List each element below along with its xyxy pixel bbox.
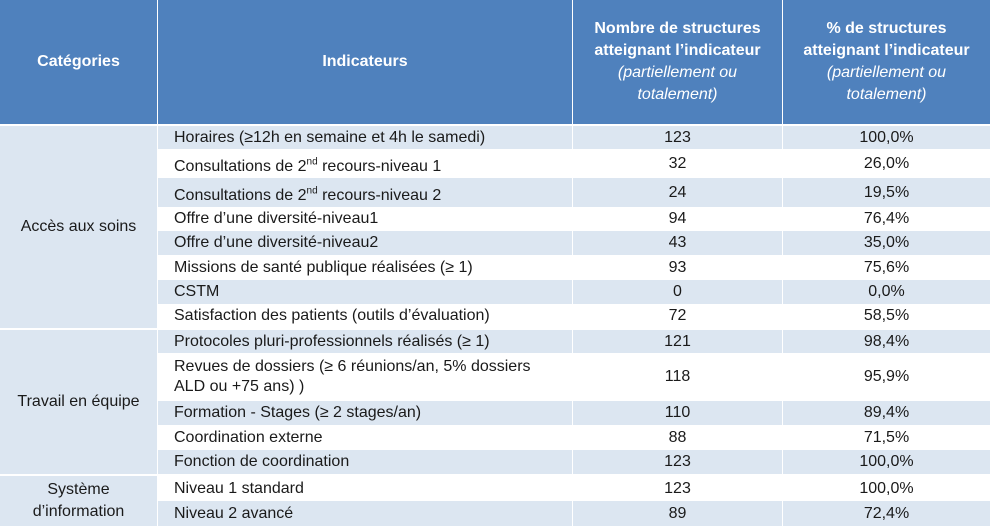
count-cell (573, 280, 782, 304)
indicator-label: Protocoles pluri-professionnels réalisés (≥ 1) (174, 332, 490, 350)
percent-cell (783, 330, 990, 353)
indicator-label: Missions de santé publique réalisées (≥ 1) (174, 258, 473, 276)
indicator-cell (158, 401, 572, 425)
percent-value: 98,4% (863, 332, 910, 350)
indicator-cell (158, 231, 572, 255)
percent-cell (783, 207, 990, 231)
count-cell (573, 126, 782, 149)
header-separator (0, 124, 990, 126)
category-label: Accès aux soins (20, 218, 137, 235)
count-value: 123 (664, 128, 691, 146)
column-divider (157, 0, 158, 526)
category-travail-en-equipe (0, 330, 157, 474)
percent-value: 71,5% (863, 428, 910, 446)
header-indicators (158, 0, 572, 124)
count-value: 123 (664, 479, 691, 497)
count-cell (573, 207, 782, 231)
percent-cell (783, 255, 990, 280)
header-percent-title: % de structures atteignant l’indicateur (803, 20, 970, 59)
header-percent (783, 0, 990, 124)
percent-cell (783, 353, 990, 401)
indicator-cell (158, 280, 572, 304)
percent-cell (783, 425, 990, 450)
indicator-cell (158, 304, 572, 328)
indicator-cell (158, 450, 572, 474)
count-value: 43 (668, 234, 687, 251)
count-cell (573, 149, 782, 178)
indicator-label: Consultations de 2nd recours-niveau 2 (174, 185, 442, 204)
count-cell (573, 178, 782, 207)
count-cell (573, 450, 782, 474)
count-value: 110 (664, 404, 691, 421)
percent-value: 100,0% (859, 453, 914, 470)
header-count-subtitle: (partiellement ou totalement) (617, 64, 738, 103)
indicator-label: Formation - Stages (≥ 2 stages/an) (174, 404, 422, 421)
count-cell (573, 425, 782, 450)
count-cell (573, 330, 782, 353)
column-divider (782, 0, 783, 526)
percent-value: 76,4% (863, 210, 910, 227)
count-cell (573, 476, 782, 501)
group-separator (0, 474, 990, 476)
count-value: 89 (668, 504, 687, 522)
count-value: 72 (668, 307, 687, 324)
percent-value: 58,5% (863, 307, 910, 324)
category-acces-aux-soins (0, 126, 157, 328)
category-label: Travail en équipe (17, 393, 140, 410)
indicator-cell (158, 330, 572, 353)
column-divider (572, 0, 573, 526)
count-value: 123 (664, 453, 691, 470)
indicator-cell (158, 149, 572, 178)
indicator-label: Revues de dossiers (≥ 6 réunions/an, 5% dossiers ALD ou +75 ans) ) (174, 358, 531, 395)
category-label: Système d’information (32, 481, 125, 520)
percent-value: 100,0% (859, 479, 914, 497)
count-cell (573, 501, 782, 526)
header-count-title: Nombre de structures atteignant l’indicateur (594, 20, 761, 59)
count-cell (573, 231, 782, 255)
percent-value: 35,0% (863, 234, 910, 251)
percent-cell (783, 304, 990, 328)
indicator-cell (158, 255, 572, 280)
percent-cell (783, 476, 990, 501)
percent-cell (783, 501, 990, 526)
header-categories-label: Catégories (37, 53, 120, 70)
indicator-label: CSTM (174, 283, 220, 300)
category-systeme-information (0, 476, 157, 526)
percent-value: 100,0% (859, 128, 914, 146)
percent-cell (783, 149, 990, 178)
indicator-label: Satisfaction des patients (outils d’évaluation) (174, 307, 490, 324)
count-value: 121 (664, 332, 691, 350)
percent-cell (783, 178, 990, 207)
indicator-label: Niveau 2 avancé (174, 504, 294, 522)
group-separator (0, 328, 990, 330)
indicator-label: Offre d’une diversité-niveau2 (174, 234, 379, 251)
percent-value: 95,9% (863, 368, 910, 385)
percent-value: 0,0% (868, 283, 905, 300)
indicator-label: Coordination externe (174, 428, 323, 446)
count-value: 88 (668, 428, 687, 446)
count-value: 24 (668, 183, 687, 201)
count-value: 32 (668, 154, 687, 172)
count-value: 0 (673, 283, 682, 300)
count-value: 118 (664, 368, 691, 385)
percent-cell (783, 126, 990, 149)
percent-value: 19,5% (863, 183, 910, 201)
indicator-cell (158, 178, 572, 207)
percent-value: 89,4% (863, 404, 910, 421)
indicator-label: Fonction de coordination (174, 453, 350, 470)
percent-cell (783, 280, 990, 304)
indicator-cell (158, 126, 572, 149)
count-cell (573, 353, 782, 401)
count-value: 94 (668, 210, 687, 227)
percent-cell (783, 231, 990, 255)
percent-value: 26,0% (863, 154, 910, 172)
indicator-cell (158, 501, 572, 526)
header-indicators-label: Indicateurs (322, 53, 408, 70)
header-percent-subtitle: (partiellement ou totalement) (826, 64, 947, 103)
indicator-cell (158, 476, 572, 501)
count-cell (573, 304, 782, 328)
indicator-cell (158, 207, 572, 231)
indicator-cell (158, 353, 572, 401)
percent-cell (783, 450, 990, 474)
percent-value: 75,6% (863, 258, 910, 276)
indicator-label: Consultations de 2nd recours-niveau 1 (174, 156, 442, 175)
indicator-label: Niveau 1 standard (174, 479, 304, 497)
indicator-cell (158, 425, 572, 450)
percent-cell (783, 401, 990, 425)
percent-value: 72,4% (863, 504, 910, 522)
indicator-label: Offre d’une diversité-niveau1 (174, 210, 379, 227)
count-cell (573, 401, 782, 425)
header-categories (0, 0, 157, 124)
count-value: 93 (668, 258, 687, 276)
count-cell (573, 255, 782, 280)
header-count (573, 0, 782, 124)
indicator-label: Horaires (≥12h en semaine et 4h le samedi) (174, 128, 486, 146)
